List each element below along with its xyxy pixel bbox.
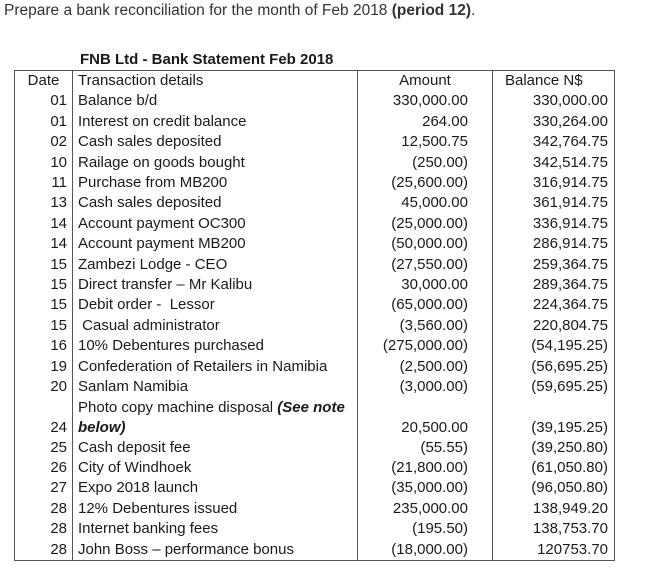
row-date: 15 bbox=[15, 295, 73, 315]
row-date: 01 bbox=[15, 91, 73, 111]
row-balance: 361,914.75 bbox=[493, 193, 615, 213]
row-details bbox=[73, 398, 358, 438]
row-amount: (195.50) bbox=[358, 519, 493, 539]
table-row bbox=[15, 519, 615, 539]
table-row bbox=[15, 153, 615, 173]
row-amount: (65,000.00) bbox=[358, 295, 493, 315]
row-date: 26 bbox=[15, 458, 73, 478]
row-details bbox=[73, 438, 358, 458]
bank-statement-table bbox=[14, 70, 615, 561]
row-details bbox=[73, 255, 358, 275]
row-details-text: Sanlam Namibia bbox=[78, 378, 189, 396]
row-amount: (3,560.00) bbox=[358, 316, 493, 336]
row-date: 25 bbox=[15, 438, 73, 458]
row-amount: (3,000.00) bbox=[358, 377, 493, 397]
row-details bbox=[73, 112, 358, 132]
statement-title: FNB Ltd - Bank Statement Feb 2018 bbox=[80, 51, 334, 68]
row-amount: (275,000.00) bbox=[358, 336, 493, 356]
table-row bbox=[15, 214, 615, 234]
header-amount: Amount bbox=[358, 71, 493, 92]
row-amount: (25,600.00) bbox=[358, 173, 493, 193]
table-row bbox=[15, 112, 615, 132]
table-row bbox=[15, 377, 615, 397]
row-amount: 264.00 bbox=[358, 112, 493, 132]
row-details-text: 12% Debentures issued bbox=[78, 499, 238, 517]
row-balance: 289,364.75 bbox=[493, 275, 615, 295]
row-details-text: Debit order - Lessor bbox=[78, 296, 215, 314]
row-details-text: Account payment OC300 bbox=[78, 214, 246, 232]
row-details bbox=[73, 499, 358, 519]
table-row bbox=[15, 255, 615, 275]
table-row bbox=[15, 336, 615, 356]
row-amount: 30,000.00 bbox=[358, 275, 493, 295]
row-balance: 259,364.75 bbox=[493, 255, 615, 275]
row-amount: (21,800.00) bbox=[358, 458, 493, 478]
row-details bbox=[73, 377, 358, 397]
row-balance: 120753.70 bbox=[493, 540, 615, 561]
table-row bbox=[15, 275, 615, 295]
row-details bbox=[73, 153, 358, 173]
table-row bbox=[15, 173, 615, 193]
table-row bbox=[15, 398, 615, 438]
row-date: 28 bbox=[15, 499, 73, 519]
row-amount: (27,550.00) bbox=[358, 255, 493, 275]
row-balance: (39,250.80) bbox=[493, 438, 615, 458]
row-details-text: City of Windhoek bbox=[78, 458, 192, 476]
table-row bbox=[15, 499, 615, 519]
table-row bbox=[15, 478, 615, 498]
row-amount: (50,000.00) bbox=[358, 234, 493, 254]
row-details-text: Confederation of Retailers in Namibia bbox=[78, 357, 328, 375]
row-amount: (18,000.00) bbox=[358, 540, 493, 561]
row-balance: (39,195.25) bbox=[493, 398, 615, 438]
row-balance: (56,695.25) bbox=[493, 357, 615, 377]
row-details bbox=[73, 91, 358, 111]
row-balance: 342,514.75 bbox=[493, 153, 615, 173]
row-amount: 12,500.75 bbox=[358, 132, 493, 152]
row-balance: 224,364.75 bbox=[493, 295, 615, 315]
row-details-text: 10% Debentures purchased bbox=[78, 337, 264, 355]
row-details bbox=[73, 295, 358, 315]
row-details-text: Zambezi Lodge - CEO bbox=[78, 255, 228, 273]
row-amount: 20,500.00 bbox=[358, 398, 493, 438]
table-row bbox=[15, 316, 615, 336]
row-amount: (2,500.00) bbox=[358, 357, 493, 377]
row-details-text: Cash sales deposited bbox=[78, 194, 222, 212]
row-balance: 342,764.75 bbox=[493, 132, 615, 152]
header-balance: Balance N$ bbox=[493, 71, 615, 92]
instruction-trailing: . bbox=[470, 2, 476, 19]
row-date: 14 bbox=[15, 214, 73, 234]
table-row bbox=[15, 438, 615, 458]
row-date: 28 bbox=[15, 540, 73, 561]
row-details-text: Internet banking fees bbox=[78, 520, 219, 538]
row-balance: 316,914.75 bbox=[493, 173, 615, 193]
row-amount: (25,000.00) bbox=[358, 214, 493, 234]
table-row bbox=[15, 234, 615, 254]
row-date: 20 bbox=[15, 377, 73, 397]
row-details-text: Interest on credit balance bbox=[78, 112, 247, 130]
row-details-text: Railage on goods bought bbox=[78, 153, 245, 171]
row-details-text: Casual administrator bbox=[78, 316, 220, 334]
table-row bbox=[15, 91, 615, 111]
row-details bbox=[73, 173, 358, 193]
instruction-main: Prepare a bank reconciliation for the month of Feb 2018 bbox=[4, 2, 392, 19]
row-amount: 45,000.00 bbox=[358, 193, 493, 213]
statement-rows bbox=[15, 91, 615, 560]
table-row bbox=[15, 540, 615, 561]
row-date: 01 bbox=[15, 112, 73, 132]
row-details-text: Cash sales deposited bbox=[78, 133, 222, 151]
instruction-text bbox=[4, 2, 475, 20]
row-details-text: John Boss – performance bonus bbox=[78, 540, 294, 558]
row-amount: (250.00) bbox=[358, 153, 493, 173]
row-balance: 336,914.75 bbox=[493, 214, 615, 234]
header-date: Date bbox=[15, 71, 73, 92]
row-balance: 138,753.70 bbox=[493, 519, 615, 539]
row-balance: 220,804.75 bbox=[493, 316, 615, 336]
row-date: 27 bbox=[15, 478, 73, 498]
table-row bbox=[15, 295, 615, 315]
row-balance: (61,050.80) bbox=[493, 458, 615, 478]
row-date: 24 bbox=[15, 398, 73, 438]
row-details bbox=[73, 214, 358, 234]
row-amount: (55.55) bbox=[358, 438, 493, 458]
row-date: 11 bbox=[15, 173, 73, 193]
table-row bbox=[15, 357, 615, 377]
row-details-text: Purchase from MB200 bbox=[78, 174, 228, 192]
row-details-text: Cash deposit fee bbox=[78, 438, 191, 456]
row-date: 15 bbox=[15, 275, 73, 295]
row-balance: 286,914.75 bbox=[493, 234, 615, 254]
row-date: 15 bbox=[15, 316, 73, 336]
row-date: 16 bbox=[15, 336, 73, 356]
row-details bbox=[73, 275, 358, 295]
table-row bbox=[15, 132, 615, 152]
row-details bbox=[73, 540, 358, 561]
row-date: 02 bbox=[15, 132, 73, 152]
row-details bbox=[73, 316, 358, 336]
row-balance: (96,050.80) bbox=[493, 478, 615, 498]
row-details bbox=[73, 336, 358, 356]
instruction-period: (period 12) bbox=[391, 2, 471, 19]
row-details-text: Direct transfer – Mr Kalibu bbox=[78, 276, 253, 294]
row-balance: 330,264.00 bbox=[493, 112, 615, 132]
row-date: 15 bbox=[15, 255, 73, 275]
row-details-text: Expo 2018 launch bbox=[78, 479, 199, 497]
table-header-row bbox=[15, 71, 615, 92]
table-row bbox=[15, 193, 615, 213]
row-details-note: (See note below) bbox=[78, 398, 345, 436]
row-details bbox=[73, 458, 358, 478]
row-amount: 235,000.00 bbox=[358, 499, 493, 519]
row-details bbox=[73, 357, 358, 377]
row-details-text: Balance b/d bbox=[78, 92, 158, 110]
row-details bbox=[73, 193, 358, 213]
row-balance: (54,195.25) bbox=[493, 336, 615, 356]
row-details bbox=[73, 478, 358, 498]
row-date: 14 bbox=[15, 234, 73, 254]
row-date: 19 bbox=[15, 357, 73, 377]
row-details bbox=[73, 519, 358, 539]
row-balance: (59,695.25) bbox=[493, 377, 615, 397]
row-balance: 330,000.00 bbox=[493, 91, 615, 111]
row-amount: (35,000.00) bbox=[358, 478, 493, 498]
row-balance: 138,949.20 bbox=[493, 499, 615, 519]
row-amount: 330,000.00 bbox=[358, 91, 493, 111]
row-details bbox=[73, 132, 358, 152]
row-date: 13 bbox=[15, 193, 73, 213]
header-details: Transaction details bbox=[73, 71, 358, 92]
table-row bbox=[15, 458, 615, 478]
row-details-text: Account payment MB200 bbox=[78, 235, 246, 253]
row-date: 28 bbox=[15, 519, 73, 539]
row-date: 10 bbox=[15, 153, 73, 173]
row-details-text: Photo copy machine disposal bbox=[78, 398, 278, 416]
row-details bbox=[73, 234, 358, 254]
